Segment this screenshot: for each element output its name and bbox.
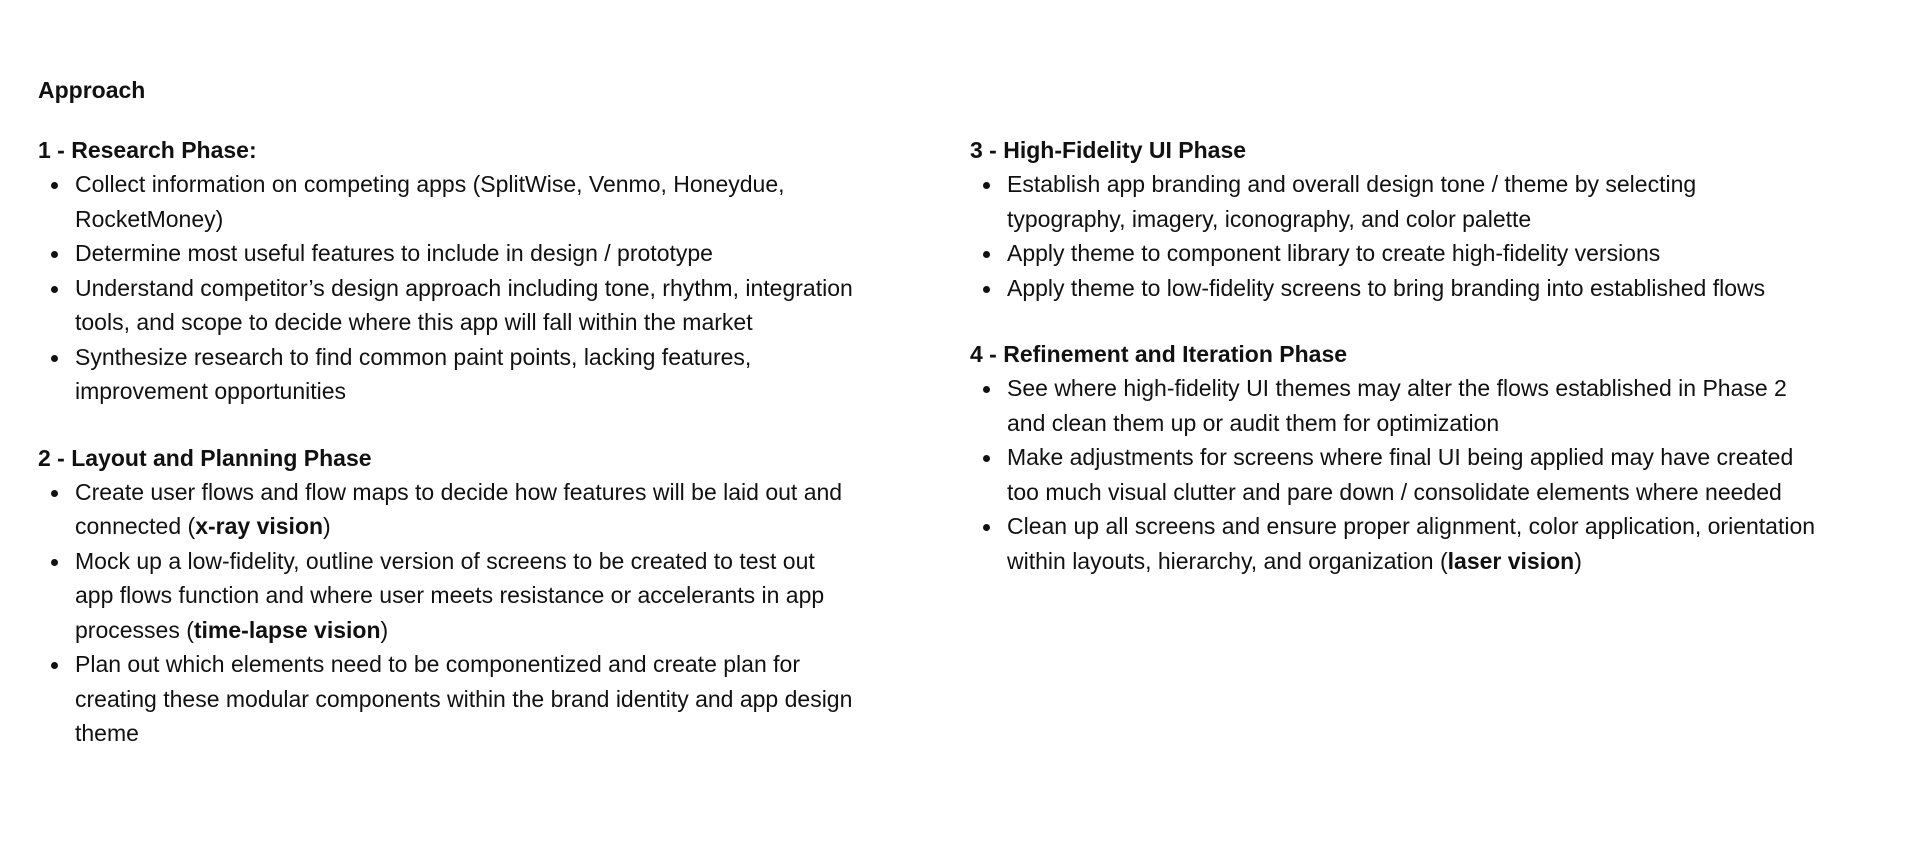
list-item-text: Collect information on competing apps (SplitWise, Venmo, Honeydue, RocketMoney): [75, 171, 785, 232]
page-title: Approach: [38, 77, 146, 103]
list-item-text: Apply theme to component library to create high-fidelity versions: [1007, 240, 1661, 266]
section-refinement-phase: [970, 337, 1820, 578]
bullet-list: [970, 167, 1820, 305]
bullet-icon: [51, 490, 58, 497]
bullet-icon: [983, 455, 990, 462]
section-layout-planning-phase: [38, 441, 858, 751]
emphasis-text: laser vision: [1447, 547, 1575, 574]
list-item: [38, 475, 858, 544]
list-item-text: Clean up all screens and ensure proper alignment, color application, orientation within layouts, hierarchy, and organization (: [1007, 513, 1816, 574]
list-item-text: Make adjustments for screens where final UI being applied may have created too much visual clutter and pare down / consolidate elements where needed: [1007, 444, 1794, 505]
list-item: [38, 167, 858, 236]
bullet-list: [38, 475, 858, 751]
bullet-icon: [983, 251, 990, 258]
bullet-list: [38, 167, 858, 409]
list-item-text: Plan out which elements need to be componentized and create plan for creating these modular components within the brand identity and app design theme: [75, 651, 853, 746]
section-title: 3 - High-Fidelity UI Phase: [970, 137, 1247, 163]
emphasis-text: time-lapse vision: [193, 616, 381, 643]
bullet-icon: [983, 182, 990, 189]
left-column: [38, 133, 858, 783]
bullet-icon: [51, 662, 58, 669]
bullet-icon: [51, 251, 58, 258]
emphasis-text: x-ray vision: [195, 513, 324, 539]
list-item-text: Mock up a low-fidelity, outline version of screens to be created to test out app flows function and where user meets resistance or accelerants in app processes (: [75, 547, 825, 643]
bullet-icon: [51, 286, 58, 293]
bullet-icon: [983, 286, 990, 293]
section-high-fidelity-phase: [970, 133, 1820, 305]
section-title: 4 - Refinement and Iteration Phase: [970, 341, 1348, 367]
right-column: [970, 133, 1820, 610]
list-item: [38, 340, 858, 409]
bullet-icon: [51, 355, 58, 362]
section-research-phase: [38, 133, 858, 409]
list-item: [38, 236, 858, 271]
list-item: [970, 509, 1820, 578]
list-item-text-end: ): [380, 616, 389, 643]
list-item-text: Create user flows and flow maps to decide how features will be laid out and connected (: [75, 478, 843, 539]
list-item-text: Synthesize research to find common paint points, lacking features, improvement opportunities: [75, 343, 752, 404]
bullet-list: [970, 371, 1820, 578]
section-title: 1 - Research Phase:: [38, 137, 257, 163]
list-item: [38, 271, 858, 340]
list-item-text: See where high-fidelity UI themes may alter the flows established in Phase 2 and clean them up or audit them for optimization: [1007, 375, 1787, 436]
bullet-icon: [51, 182, 58, 189]
bullet-icon: [51, 559, 58, 566]
list-item: [38, 647, 858, 751]
list-item-text: Apply theme to low-fidelity screens to bring branding into established flows: [1007, 274, 1766, 301]
list-item-text-end: ): [1574, 547, 1582, 574]
list-item: [970, 440, 1820, 509]
list-item-text-end: ): [323, 513, 331, 539]
list-item: [38, 544, 858, 648]
list-item: [970, 236, 1820, 271]
bullet-icon: [983, 386, 990, 393]
bullet-icon: [983, 524, 990, 531]
list-item-text: Understand competitor’s design approach including tone, rhythm, integration tools, and scope to decide where this app will fall within the market: [75, 274, 853, 335]
list-item: [970, 271, 1820, 306]
list-item-text: Determine most useful features to include in design / prototype: [75, 240, 713, 266]
section-title: 2 - Layout and Planning Phase: [38, 444, 372, 471]
list-item: [970, 371, 1820, 440]
list-item-text: Establish app branding and overall design tone / theme by selecting typography, imagery, iconography, and color palette: [1007, 171, 1697, 232]
list-item: [970, 167, 1820, 236]
